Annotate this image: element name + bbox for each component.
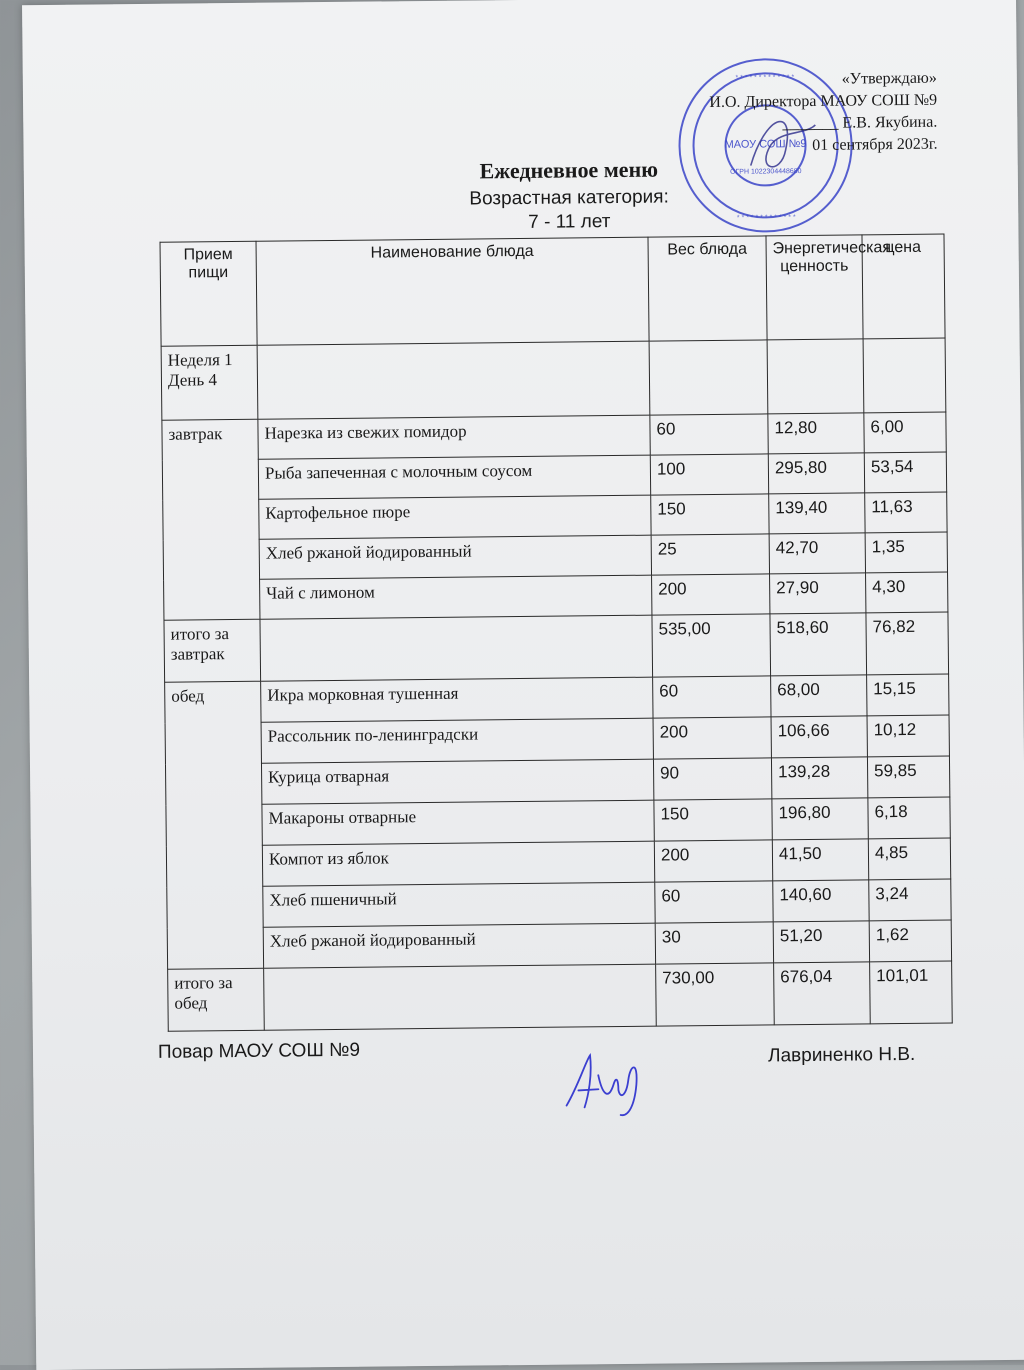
meal-breakfast: завтрак [162,419,260,620]
dish-price: 1,35 [865,532,947,573]
lunch-total-price: 101,01 [870,961,953,1024]
dish-name: Хлеб пшеничный [263,882,655,927]
table-header-row [160,234,945,346]
seal-ogrn: ОГРН 1022304448680 [730,168,802,176]
table-row-week-day [161,338,946,420]
cook-name: Лавриненко Н.В. [767,1043,916,1067]
dish-energy: 51,20 [773,921,869,963]
svg-text:* * * * * * * * * * * * *: * * * * * * * * * * * * * [735,74,795,82]
dish-price: 3,24 [869,879,951,921]
dish-energy: 295,80 [768,453,864,494]
lunch-total-weight: 730,00 [656,963,775,1026]
col-energy: Энергетическая ценность [766,235,863,340]
cook-signature [558,1045,659,1126]
dish-price: 6,18 [868,797,950,839]
lunch-total-label: итого за обед [168,968,265,1031]
dish-price: 4,30 [866,572,948,613]
breakfast-total-energy: 518,60 [770,613,867,676]
dish-energy: 140,60 [773,880,869,922]
cook-label: Повар МАОУ СОШ №9 [157,1039,361,1063]
dish-weight: 200 [653,717,771,759]
dish-energy: 27,90 [770,573,866,614]
dish-name: Рыба запеченная с молочным соусом [258,455,650,499]
menu-table [160,234,953,1032]
approval-line3: _______ Е.В. Якубина. [782,113,938,133]
table-row-total [164,612,949,682]
dish-price: 6,00 [864,412,946,453]
dish-energy: 196,80 [772,798,868,840]
dish-price: 53,54 [864,452,946,493]
dish-price: 10,12 [867,715,949,757]
dish-name: Икра морковная тушенная [261,677,653,722]
dish-weight: 60 [650,414,768,455]
breakfast-total-label: итого за завтрак [164,619,261,682]
dish-price: 59,85 [867,756,949,798]
dish-weight: 30 [655,922,773,964]
menu-sheet [22,0,1024,1370]
dish-price: 15,15 [867,674,949,716]
meal-lunch: обед [165,681,264,969]
page-title: Ежедневное меню [479,156,659,184]
col-price: цена [862,234,945,339]
col-meal: Прием пищи [160,241,257,346]
dish-weight: 200 [654,840,772,882]
dish-name: Хлеб ржаной йодированный [263,923,655,968]
dish-energy: 12,80 [768,413,864,454]
dish-energy: 68,00 [771,675,867,717]
dish-name: Хлеб ржаной йодированный [259,535,651,579]
dish-name: Чай с лимоном [260,575,652,619]
breakfast-total-price: 76,82 [866,612,949,675]
dish-weight: 150 [654,799,772,841]
dish-name: Макароны отварные [262,800,654,845]
dish-price: 1,62 [869,920,951,962]
dish-weight: 200 [652,574,770,615]
approval-line4: 01 сентября 2023г. [812,135,938,154]
dish-name: Курица отварная [261,759,653,804]
dish-weight: 100 [650,454,768,495]
dish-name: Нарезка из свежих помидор [258,415,650,459]
dish-energy: 106,66 [771,716,867,758]
dish-energy: 139,28 [771,757,867,799]
dish-name: Картофельное пюре [259,495,651,539]
approval-line1: «Утверждаю» [841,69,937,88]
col-weight: Вес блюда [648,236,767,341]
age-category-value: 7 - 11 лет [528,211,611,233]
dish-price: 11,63 [865,492,947,533]
dish-energy: 42,70 [769,533,865,574]
dish-name: Компот из яблок [262,841,654,886]
dish-name: Рассольник по-ленинградски [261,718,653,763]
dish-price: 4,85 [868,838,950,880]
svg-text:* * * * * * * * * * * * *: * * * * * * * * * * * * * [736,214,796,222]
approval-line2: И.О. Директора МАОУ СОШ №9 [709,91,938,112]
dish-weight: 60 [655,881,773,923]
week-day: Неделя 1 День 4 [161,345,258,420]
dish-weight: 60 [653,676,771,718]
breakfast-total-weight: 535,00 [652,614,771,677]
approval-block [709,68,938,158]
dish-energy: 41,50 [772,839,868,881]
seal-center-text: МАОУ СОШ №9 [724,137,807,151]
lunch-total-energy: 676,04 [774,962,871,1025]
col-dish: Наименование блюда [256,237,649,345]
table-row-total [168,961,953,1031]
dish-energy: 139,40 [769,493,865,534]
age-category-label: Возрастная категория: [469,186,669,210]
dish-weight: 25 [651,534,769,575]
dish-weight: 150 [651,494,769,535]
dish-weight: 90 [653,758,771,800]
